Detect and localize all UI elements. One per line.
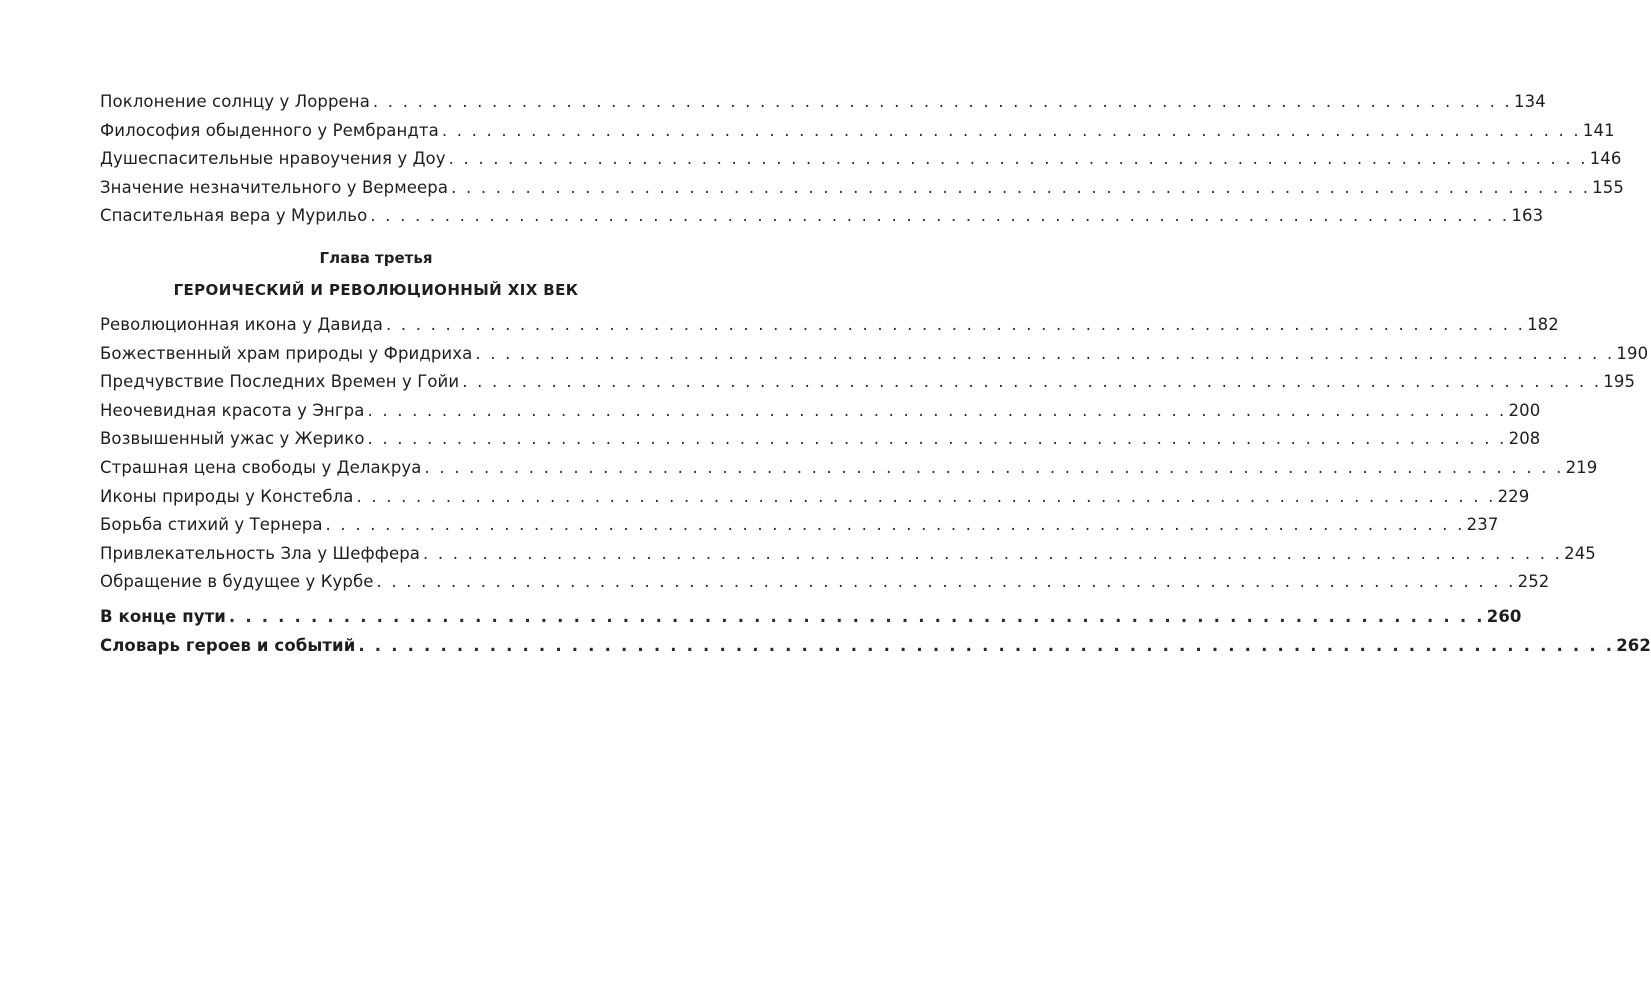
toc-entry-title: Душеспасительные нравоучения у Доу <box>100 149 446 169</box>
toc-section-baroque <box>100 92 1624 235</box>
dot-leader: . . . . . . . . . . . . . . . . . . . . . . . . . . . . . . . . . . . . . . . . . . . . . . . . . . . . . . . . . . . . . . . . . . . . . . . . . . . . . <box>475 343 1615 363</box>
toc-entry-page-number: 237 <box>1466 515 1499 535</box>
toc-entry-page-number: 163 <box>1511 206 1544 226</box>
toc-entry <box>100 606 1522 636</box>
dot-leader: . . . . . . . . . . . . . . . . . . . . . . . . . . . . . . . . . . . . . . . . . . . . . . . . . . . . . . . . . . . . . . . . . . . . . . . . . . . . . <box>451 177 1591 197</box>
toc-entry-page-number: 155 <box>1592 177 1624 197</box>
toc-entry <box>100 314 1559 344</box>
toc-entry <box>100 457 1598 487</box>
toc-entry-page-number: 219 <box>1565 457 1598 477</box>
toc-entry-page-number: 200 <box>1508 400 1541 420</box>
chapter-label: Глава третья <box>319 248 433 267</box>
toc-entry-page-number: 245 <box>1564 543 1596 563</box>
toc-entry-page-number: 182 <box>1527 314 1559 334</box>
toc-entry-title: Неочевидная красота у Энгра <box>100 400 365 420</box>
dot-leader: . . . . . . . . . . . . . . . . . . . . . . . . . . . . . . . . . . . . . . . . . . . . . . . . . . . . . . . . . . . . . . . . . . . . . . . . . . . . . <box>385 314 1526 334</box>
toc-entry-page-number: 262 <box>1616 635 1651 655</box>
dot-leader: . . . . . . . . . . . . . . . . . . . . . . . . . . . . . . . . . . . . . . . . . . . . . . . . . . . . . . . . . . . . . . . . . . . . . . . . . . . . . <box>462 372 1602 392</box>
toc-entry <box>100 343 1649 373</box>
toc-entry-title: Предчувствие Последних Времен у Гойи <box>100 372 460 392</box>
toc-entry-page-number: 195 <box>1603 372 1636 392</box>
toc-entry <box>100 177 1624 207</box>
toc-entry-title: В конце пути <box>100 606 226 626</box>
dot-leader: . . . . . . . . . . . . . . . . . . . . . . . . . . . . . . . . . . . . . . . . . . . . . . . . . . . . . . . . . . . . . . . . . . . . . . . . . . . . . <box>356 486 1496 506</box>
toc-entry <box>100 206 1544 235</box>
toc-entry-page-number: 260 <box>1486 606 1522 626</box>
toc-entry-title: Спасительная вера у Мурильо <box>100 206 368 226</box>
toc-entry <box>100 372 1636 401</box>
toc-entry-page-number: 190 <box>1616 343 1649 363</box>
toc-entry-title: Страшная цена свободы у Делакруа <box>100 457 422 477</box>
toc-entry <box>100 543 1596 573</box>
dot-leader: . . . . . . . . . . . . . . . . . . . . . . . . . . . . . . . . . . . . . . . . . . . . . . . . . . . . . . . . . . . . . . . . . . . . . . . . . . . . . <box>325 515 1465 535</box>
toc-entry <box>100 635 1651 665</box>
toc-entry-page-number: 229 <box>1497 486 1530 506</box>
chapter-title: ГЕРОИЧЕСКИЙ И РЕВОЛЮЦИОННЫЙ XIX ВЕК <box>173 280 579 299</box>
toc-entry <box>100 572 1550 601</box>
toc-entry-title: Философия обыденного у Рембрандта <box>100 120 439 140</box>
toc-entry <box>100 515 1499 544</box>
toc-entry <box>100 92 1546 121</box>
toc-entry-title: Словарь героев и событий <box>100 635 356 655</box>
dot-leader: . . . . . . . . . . . . . . . . . . . . . . . . . . . . . . . . . . . . . . . . . . . . . . . . . . . . . . . . . . . . . . . . . . . . . . . . . . . . . <box>370 206 1510 226</box>
toc-entry-page-number: 252 <box>1517 572 1550 592</box>
toc-entry-page-number: 141 <box>1582 120 1615 140</box>
dot-leader: . . . . . . . . . . . . . . . . . . . . . . . . . . . . . . . . . . . . . . . . . . . . . . . . . . . . . . . . . . . . . . . . . . . . . . . . . . . . . <box>358 635 1615 655</box>
toc-entry-title: Иконы природы у Констебла <box>100 486 354 506</box>
dot-leader: . . . . . . . . . . . . . . . . . . . . . . . . . . . . . . . . . . . . . . . . . . . . . . . . . . . . . . . . . . . . . . . . . . . . . . . . . . . . . <box>228 606 1485 626</box>
dot-leader: . . . . . . . . . . . . . . . . . . . . . . . . . . . . . . . . . . . . . . . . . . . . . . . . . . . . . . . . . . . . . . . . . . . . . . . . . . . . . <box>424 457 1564 477</box>
toc-entry-title: Значение незначительного у Вермеера <box>100 177 449 197</box>
dot-leader: . . . . . . . . . . . . . . . . . . . . . . . . . . . . . . . . . . . . . . . . . . . . . . . . . . . . . . . . . . . . . . . . . . . . . . . . . . . . . <box>376 572 1516 592</box>
toc-entry <box>100 429 1541 458</box>
toc-section-closing <box>100 606 1651 664</box>
dot-leader: . . . . . . . . . . . . . . . . . . . . . . . . . . . . . . . . . . . . . . . . . . . . . . . . . . . . . . . . . . . . . . . . . . . . . . . . . . . . . <box>441 120 1581 140</box>
toc-entry <box>100 149 1622 178</box>
table-of-contents <box>100 92 1651 664</box>
toc-entry-title: Борьба стихий у Тернера <box>100 515 323 535</box>
toc-section-nineteenth-century <box>100 314 1649 601</box>
toc-entry <box>100 400 1541 430</box>
toc-entry-title: Обращение в будущее у Курбе <box>100 572 374 592</box>
toc-entry <box>100 486 1530 516</box>
dot-leader: . . . . . . . . . . . . . . . . . . . . . . . . . . . . . . . . . . . . . . . . . . . . . . . . . . . . . . . . . . . . . . . . . . . . . . . . . . . . . <box>423 543 1563 563</box>
toc-entry <box>100 120 1615 150</box>
dot-leader: . . . . . . . . . . . . . . . . . . . . . . . . . . . . . . . . . . . . . . . . . . . . . . . . . . . . . . . . . . . . . . . . . . . . . . . . . . . . . <box>367 400 1507 420</box>
dot-leader: . . . . . . . . . . . . . . . . . . . . . . . . . . . . . . . . . . . . . . . . . . . . . . . . . . . . . . . . . . . . . . . . . . . . . . . . . . . . . <box>372 92 1512 111</box>
dot-leader: . . . . . . . . . . . . . . . . . . . . . . . . . . . . . . . . . . . . . . . . . . . . . . . . . . . . . . . . . . . . . . . . . . . . . . . . . . . . . <box>448 149 1588 169</box>
toc-entry-title: Поклонение солнцу у Лоррена <box>100 92 370 111</box>
toc-entry-title: Божественный храм природы у Фридриха <box>100 343 473 363</box>
toc-entry-page-number: 146 <box>1589 149 1622 169</box>
toc-entry-title: Привлекательность Зла у Шеффера <box>100 543 421 563</box>
toc-entry-page-number: 208 <box>1508 429 1541 449</box>
toc-entry-page-number: 134 <box>1514 92 1546 111</box>
toc-entry-title: Революционная икона у Давида <box>100 314 383 334</box>
dot-leader: . . . . . . . . . . . . . . . . . . . . . . . . . . . . . . . . . . . . . . . . . . . . . . . . . . . . . . . . . . . . . . . . . . . . . . . . . . . . . <box>367 429 1507 449</box>
toc-entry-title: Возвышенный ужас у Жерико <box>100 429 365 449</box>
